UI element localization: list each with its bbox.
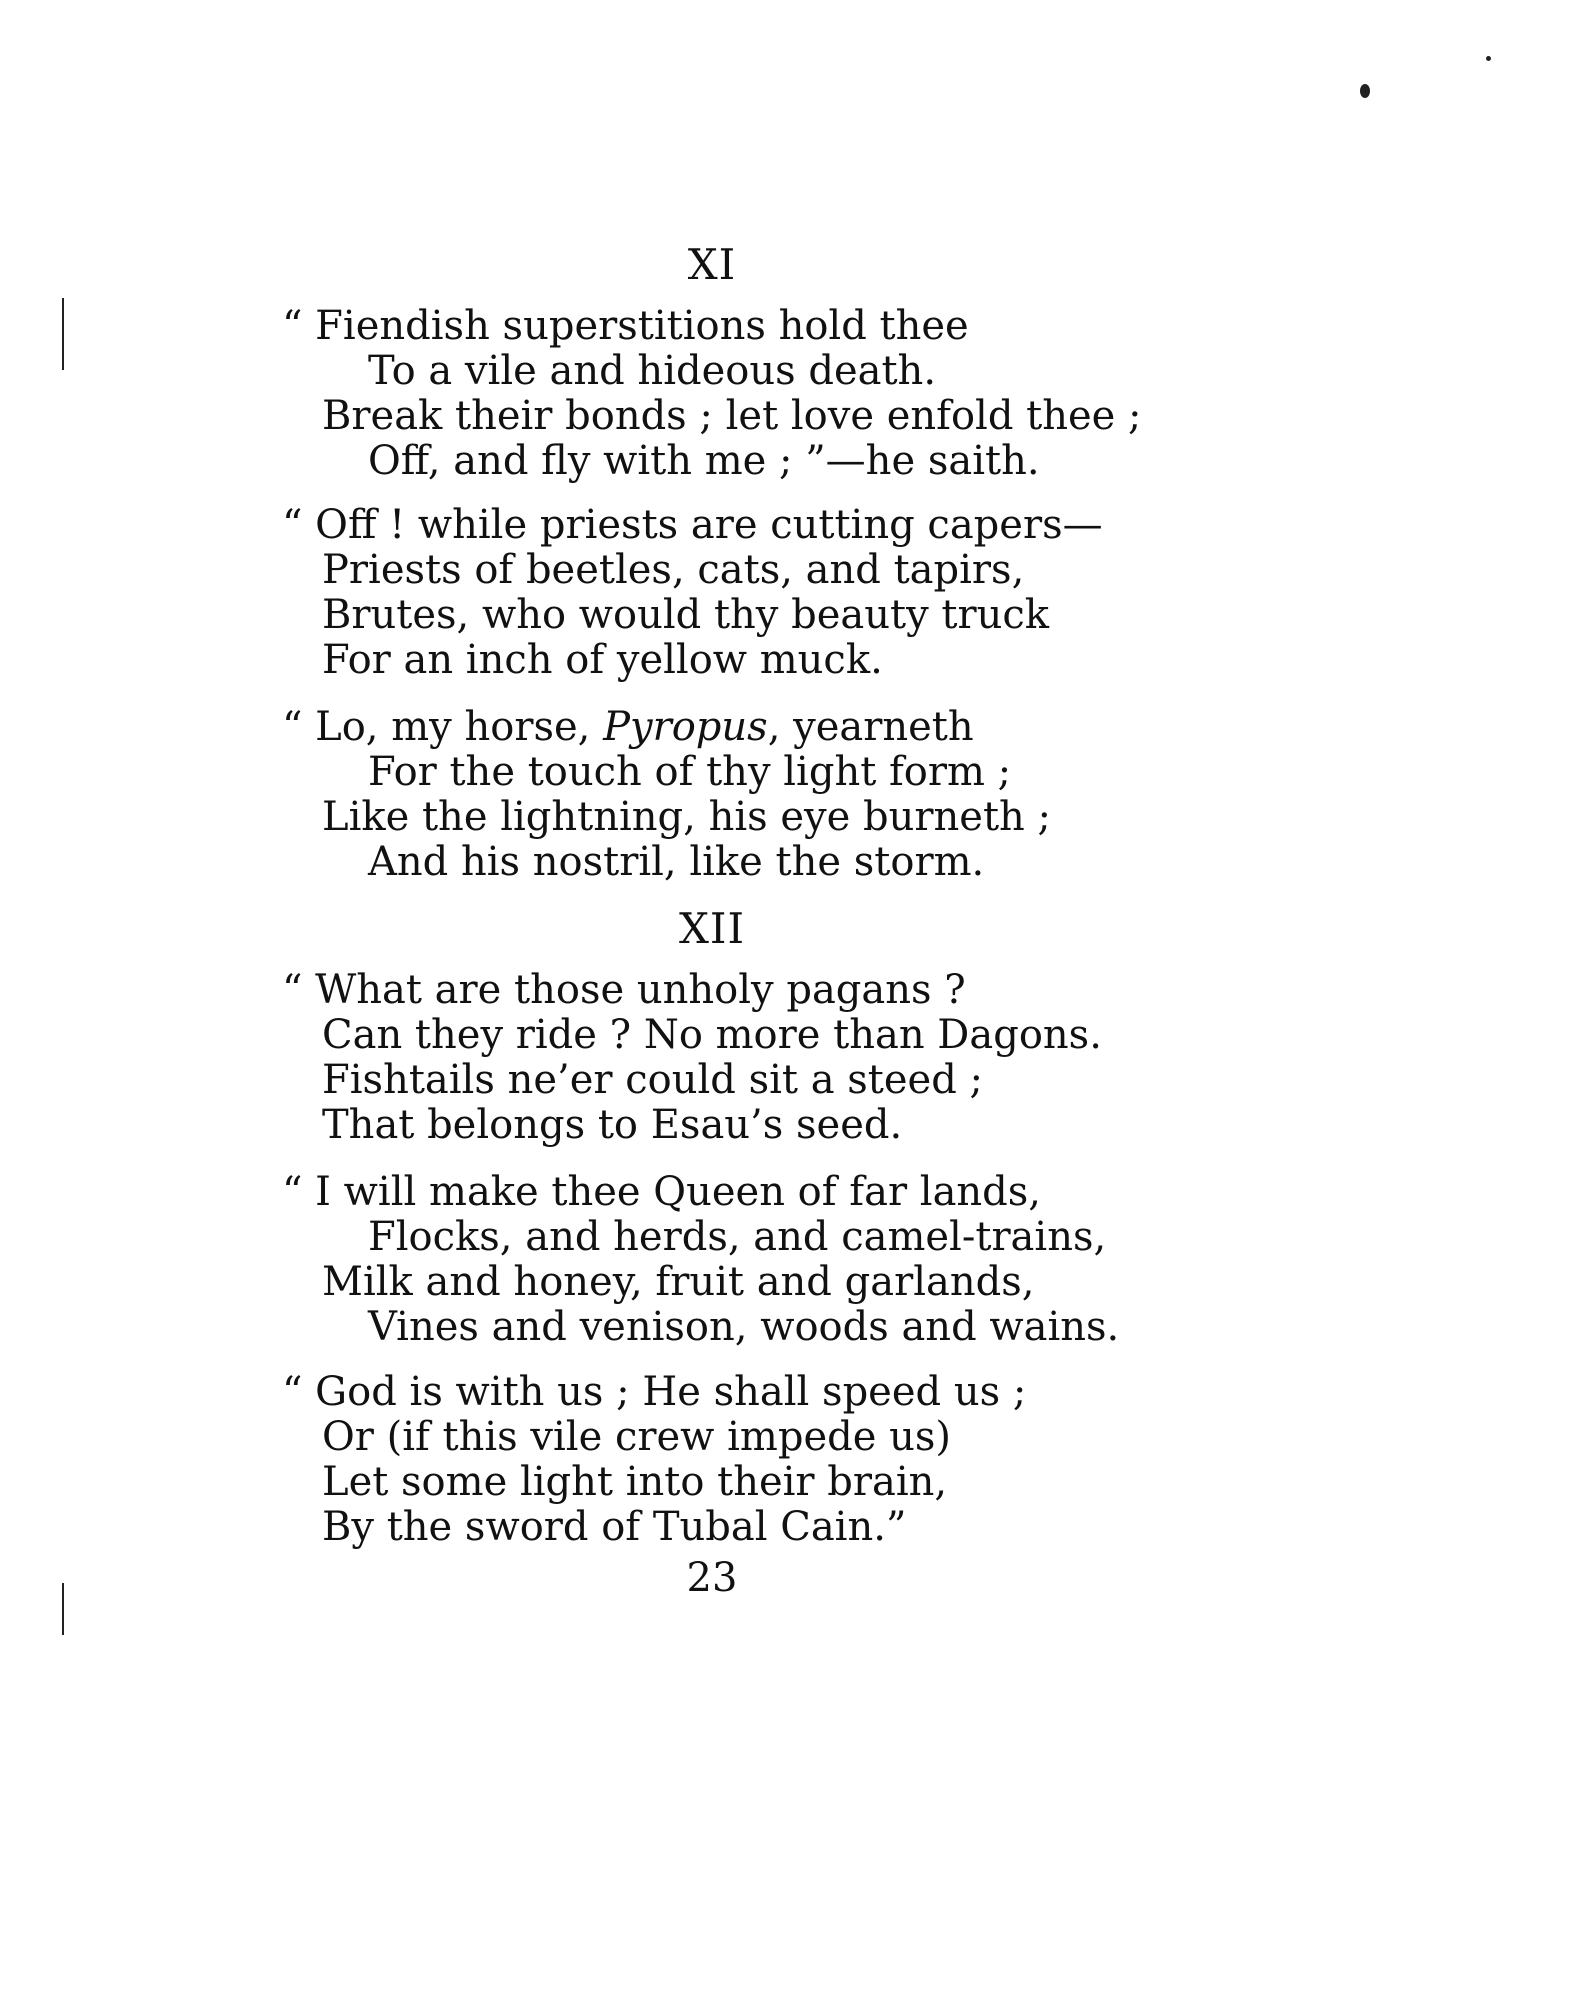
poem-line: Off, and fly with me ; ”—he saith. xyxy=(368,438,1040,484)
scan-mark-left-1 xyxy=(62,298,64,370)
poem-line: Milk and honey, fruit and garlands, xyxy=(322,1259,1035,1305)
poem-line: Flocks, and herds, and camel-trains, xyxy=(368,1214,1107,1260)
scan-mark-top-right xyxy=(1360,84,1370,98)
poem-line: For an inch of yellow muck. xyxy=(322,637,883,683)
poem-line: Like the lightning, his eye burneth ; xyxy=(322,794,1051,840)
stanza-xi-1 xyxy=(282,304,1142,484)
stanza-xii-3 xyxy=(282,1370,1142,1550)
poem-line-start: “ Lo, my horse, xyxy=(282,704,591,750)
section-heading-xi: XI xyxy=(687,240,737,289)
poem-line: Can they ride ? No more than Dagons. xyxy=(322,1012,1102,1058)
poem-line: Break their bonds ; let love enfold thee ; xyxy=(322,393,1142,439)
poem-line: “ What are those unholy pagans ? xyxy=(282,967,966,1013)
poem-line: “ God is with us ; He shall speed us ; xyxy=(282,1369,1027,1415)
poem-line: For the touch of thy light form ; xyxy=(368,749,1012,795)
scan-dot-right xyxy=(1486,56,1491,61)
poem-line: By the sword of Tubal Cain.” xyxy=(322,1504,907,1550)
poem-line: And his nostril, like the storm. xyxy=(368,839,985,885)
horse-name: Pyropus xyxy=(603,704,768,750)
section-heading-xii: XII xyxy=(678,904,746,953)
poem-line: Vines and venison, woods and wains. xyxy=(368,1304,1120,1350)
poem-line: Fishtails ne’er could sit a steed ; xyxy=(322,1057,984,1103)
poem-line: That belongs to Esau’s seed. xyxy=(322,1102,903,1148)
stanza-xi-3 xyxy=(282,705,1142,885)
poem-line: Or (if this vile crew impede us) xyxy=(322,1414,952,1460)
stanza-xi-2 xyxy=(282,503,1142,683)
scan-mark-left-2 xyxy=(62,1583,64,1635)
poem-line: Priests of beetles, cats, and tapirs, xyxy=(322,547,1025,593)
poem-line xyxy=(282,705,1142,750)
poem-line: “ I will make thee Queen of far lands, xyxy=(282,1169,1042,1215)
poem-line: Brutes, who would thy beauty truck xyxy=(322,592,1049,638)
stanza-xii-1 xyxy=(282,968,1142,1148)
stanza-xii-2 xyxy=(282,1170,1142,1350)
page-number: 23 xyxy=(686,1555,738,1601)
poem-line: To a vile and hideous death. xyxy=(368,348,937,394)
poem-line: “ Fiendish superstitions hold thee xyxy=(282,303,969,349)
poem-line-end: , yearneth xyxy=(767,704,974,750)
poem-line: “ Off ! while priests are cutting capers— xyxy=(282,502,1103,548)
poem-line: Let some light into their brain, xyxy=(322,1459,948,1505)
